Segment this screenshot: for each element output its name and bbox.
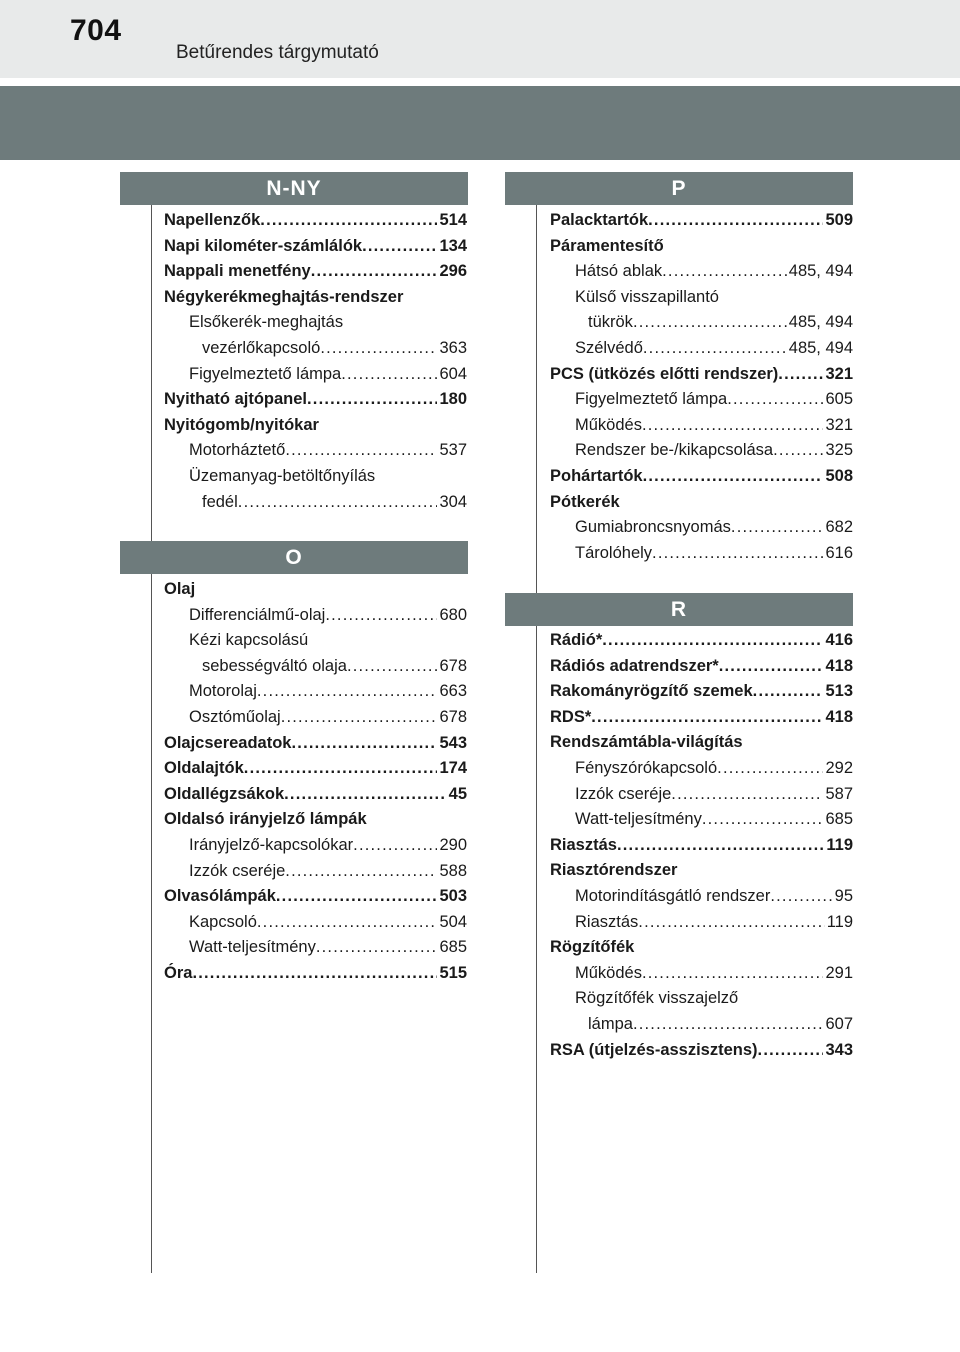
index-entry [550, 910, 853, 936]
section-heading-o: O [120, 541, 468, 574]
index-entry [550, 541, 853, 567]
index-entry [550, 705, 853, 731]
index-entry [164, 577, 467, 603]
dot-leader [325, 603, 437, 629]
index-entry-term: Kapcsoló [189, 912, 257, 931]
index-entry-term: Elsőkerék-meghajtás [189, 313, 344, 332]
page-number: 704 [70, 14, 122, 47]
index-entry [550, 756, 853, 782]
index-entry [164, 336, 467, 362]
index-entry-term: Tárolóhely [575, 543, 653, 562]
dot-leader [257, 910, 438, 936]
index-entry-term: Watt-teljesítmény [575, 810, 702, 829]
dot-leader [341, 362, 437, 388]
dot-leader [758, 1038, 824, 1064]
index-entry-page: 343 [825, 1040, 853, 1059]
index-entry-term: Motorindításgátló rendszer [575, 886, 771, 905]
index-entry [550, 515, 853, 541]
index-entry [550, 884, 853, 910]
index-entry-term: Oldallégzsákok [164, 784, 285, 803]
index-entry [164, 285, 467, 311]
index-entry-term: Óra [164, 963, 193, 982]
dot-leader [702, 807, 824, 833]
dot-leader [643, 464, 824, 490]
index-entry-term: Négykerékmeghajtás-rendszer [164, 287, 404, 306]
dot-leader [602, 628, 823, 654]
index-entry-page: 304 [439, 492, 467, 511]
index-entry [550, 362, 853, 388]
dot-leader [643, 336, 787, 362]
index-entry-page: 363 [439, 338, 467, 357]
index-entry-term: Oldalajtók [164, 759, 244, 778]
index-entry [164, 603, 467, 629]
index-entry [164, 438, 467, 464]
index-entry-term: Riasztás [575, 912, 639, 931]
index-entry-page: 95 [834, 886, 853, 905]
index-entry-term: Motorháztető [189, 441, 286, 460]
index-entry [164, 756, 467, 782]
dot-leader [316, 935, 438, 961]
dot-leader [638, 910, 824, 936]
index-entry-term: Irányjelző-kapcsolókar [189, 835, 354, 854]
index-entry-term: Napellenzők [164, 211, 261, 229]
index-entry-term: Olajcsereadatok [164, 733, 292, 752]
index-entry [164, 731, 467, 757]
index-entry-page: 678 [439, 656, 467, 675]
dot-leader [238, 490, 438, 516]
index-entry-page: 543 [439, 733, 467, 752]
index-entry-page: 321 [825, 364, 853, 383]
index-entry-term: Rendszer be-/kikapcsolása [575, 441, 774, 460]
index-entry-page: 325 [825, 441, 853, 460]
column-rule-right [536, 205, 537, 1273]
dot-leader [353, 833, 437, 859]
index-entry-page: 682 [825, 518, 853, 537]
index-entry-term: Külső visszapillantó [575, 287, 719, 306]
index-entry-page: 119 [826, 835, 853, 854]
dot-leader [284, 782, 447, 808]
index-entry-term: Olaj [164, 580, 196, 598]
index-entry-page: 663 [439, 682, 467, 701]
dot-leader [362, 234, 437, 260]
dot-leader [307, 387, 437, 413]
index-entry [550, 336, 853, 362]
index-entry-term: Működés [575, 963, 642, 982]
index-entry-page: 416 [825, 631, 853, 649]
index-entry-term: RDS* [550, 707, 592, 726]
index-entry-term: Napi kilométer-számlálók [164, 236, 363, 255]
index-entry [164, 705, 467, 731]
index-entry [550, 679, 853, 705]
index-entry [164, 935, 467, 961]
section-heading-r: R [505, 593, 853, 626]
index-entry [550, 234, 853, 260]
index-entry [164, 910, 467, 936]
index-entry-term: Palacktartók [550, 211, 649, 229]
index-entry-page: 514 [439, 211, 467, 229]
index-entry [550, 310, 853, 336]
index-entry-term: Szélvédő [575, 338, 643, 357]
index-entry-term: Nyitható ajtópanel [164, 390, 308, 409]
index-entry-term: Oldalsó irányjelző lámpák [164, 810, 367, 829]
section-p-entries [550, 208, 853, 566]
index-entry [164, 628, 467, 654]
index-entry-term: Rögzítőfék visszajelző [575, 989, 739, 1008]
index-entry [550, 1012, 853, 1038]
index-entry-term: Izzók cseréje [189, 861, 286, 880]
index-entry [550, 858, 853, 884]
index-entry [164, 413, 467, 439]
index-entry-term: Izzók cseréje [575, 784, 672, 803]
header-bar [0, 0, 960, 78]
index-entry-page: 685 [439, 938, 467, 957]
index-entry-page: 485, 494 [788, 338, 853, 357]
dot-leader [244, 756, 438, 782]
section-nny-entries [164, 208, 467, 515]
dot-leader [285, 859, 437, 885]
dot-leader [727, 387, 823, 413]
section-heading-p: P [505, 172, 853, 205]
dot-leader [292, 731, 438, 757]
index-entry-page: 296 [439, 262, 467, 281]
index-entry-page: 604 [439, 364, 467, 383]
dot-leader [778, 362, 823, 388]
index-entry-term: Kézi kapcsolású [189, 631, 309, 650]
dot-leader [642, 961, 824, 987]
index-entry [550, 986, 853, 1012]
index-entry-term: Differenciálmű-olaj [189, 605, 326, 624]
page-title: Betűrendes tárgymutató [176, 42, 379, 63]
index-entry [164, 362, 467, 388]
dot-leader [347, 654, 438, 680]
dot-leader [320, 336, 437, 362]
index-entry-term: PCS (ütközés előtti rendszer) [550, 364, 779, 383]
dot-leader [773, 438, 823, 464]
index-entry-page: 607 [825, 1014, 853, 1033]
index-entry-term: Rendszámtábla-világítás [550, 733, 743, 752]
index-entry [550, 935, 853, 961]
index-entry-term: Motorolaj [189, 682, 257, 701]
index-entry [550, 628, 853, 654]
dot-leader [281, 705, 438, 731]
index-entry [164, 208, 467, 234]
dot-leader [192, 961, 437, 987]
index-entry [550, 208, 853, 234]
index-entry [550, 807, 853, 833]
dot-leader [662, 259, 787, 285]
dot-leader [633, 310, 787, 336]
index-entry-term: Riasztás [550, 835, 617, 854]
index-entry-term: Osztóműolaj [189, 707, 281, 726]
index-entry-term: tükrök [588, 313, 633, 332]
index-entry [550, 387, 853, 413]
header-band [0, 86, 960, 160]
dot-leader [717, 756, 823, 782]
index-entry-page: 180 [439, 390, 467, 409]
index-entry-term: Nyitógomb/nyitókar [164, 415, 319, 434]
index-entry-term: Páramentesítő [550, 236, 664, 255]
index-entry-page: 290 [439, 835, 467, 854]
index-entry-term: Watt-teljesítmény [189, 938, 316, 957]
index-entry-page: 174 [439, 759, 467, 778]
index-entry [164, 961, 467, 987]
index-entry-term: lámpa [588, 1014, 633, 1033]
dot-leader [648, 208, 823, 234]
index-entry-term: Rádiós adatrendszer* [550, 656, 719, 675]
index-entry-term: Rögzítőfék [550, 938, 635, 957]
section-heading-nny: N-NY [120, 172, 468, 205]
index-entry [550, 654, 853, 680]
index-entry-page: 537 [439, 441, 467, 460]
index-entry [550, 833, 853, 859]
index-entry-term: Olvasólámpák [164, 887, 276, 906]
index-entry-page: 485, 494 [788, 262, 853, 281]
index-entry-term: Figyelmeztető lámpa [575, 390, 728, 409]
index-entry [164, 310, 467, 336]
index-entry-term: RSA (útjelzés-asszisztens) [550, 1040, 758, 1059]
index-entry [164, 490, 467, 516]
index-entry [550, 490, 853, 516]
index-entry-term: sebességváltó olaja [202, 656, 347, 675]
index-entry [550, 464, 853, 490]
index-entry-term: Pótkerék [550, 492, 620, 511]
index-entry [550, 1038, 853, 1064]
dot-leader [276, 884, 438, 910]
index-entry-page: 588 [439, 861, 467, 880]
section-r-entries [550, 628, 853, 1063]
dot-leader [591, 705, 823, 731]
dot-leader [260, 208, 437, 234]
dot-leader [719, 654, 824, 680]
index-entry [164, 387, 467, 413]
index-entry [164, 859, 467, 885]
dot-leader [311, 259, 438, 285]
index-entry-page: 504 [439, 912, 467, 931]
index-entry-page: 508 [825, 466, 853, 485]
index-entry-page: 685 [825, 810, 853, 829]
dot-leader [633, 1012, 824, 1038]
index-entry [164, 259, 467, 285]
index-entry-page: 509 [825, 211, 853, 229]
column-rule-left [151, 205, 152, 1273]
index-entry-term: Fényszórókapcsoló [575, 758, 718, 777]
index-entry-term: Rakományrögzítő szemek [550, 682, 753, 701]
index-entry-term: Működés [575, 415, 642, 434]
index-entry [550, 259, 853, 285]
index-entry [164, 654, 467, 680]
index-entry-term: Üzemanyag-betöltőnyílás [189, 466, 376, 485]
index-entry-page: 418 [825, 656, 853, 675]
dot-leader [770, 884, 832, 910]
index-entry [550, 782, 853, 808]
index-entry-term: Gumiabroncsnyomás [575, 518, 731, 537]
section-o-entries [164, 577, 467, 987]
dot-leader [617, 833, 824, 859]
index-entry-page: 605 [825, 390, 853, 409]
dot-leader [257, 679, 438, 705]
index-entry [550, 285, 853, 311]
index-entry-page: 418 [825, 707, 853, 726]
index-entry [164, 884, 467, 910]
index-entry [550, 413, 853, 439]
index-entry-page: 292 [825, 758, 853, 777]
index-entry-page: 321 [825, 415, 853, 434]
index-entry-page: 616 [825, 543, 853, 562]
index-entry-term: vezérlőkapcsoló [202, 338, 321, 357]
index-entry-page: 291 [825, 963, 853, 982]
index-entry [164, 234, 467, 260]
index-entry-page: 485, 494 [788, 313, 853, 332]
index-entry [164, 679, 467, 705]
dot-leader [652, 541, 823, 567]
dot-leader [731, 515, 824, 541]
index-entry-term: Rádió* [550, 631, 603, 649]
dot-leader [642, 413, 824, 439]
index-entry-page: 515 [439, 963, 467, 982]
index-entry [550, 961, 853, 987]
index-entry-page: 587 [825, 784, 853, 803]
index-entry [550, 730, 853, 756]
index-entry [164, 464, 467, 490]
index-entry-page: 678 [439, 707, 467, 726]
index-entry [164, 833, 467, 859]
index-entry [550, 438, 853, 464]
index-entry-term: Riasztórendszer [550, 861, 678, 880]
index-entry-term: Hátsó ablak [575, 262, 663, 281]
dot-leader [671, 782, 823, 808]
index-entry-page: 119 [826, 912, 853, 931]
index-entry [164, 782, 467, 808]
index-entry [164, 807, 467, 833]
index-entry-page: 513 [825, 682, 853, 701]
dot-leader [753, 679, 824, 705]
index-entry-page: 134 [439, 236, 467, 255]
dot-leader [285, 438, 437, 464]
index-entry-page: 680 [439, 605, 467, 624]
index-entry-term: Pohártartók [550, 466, 643, 485]
index-entry-term: Nappali menetfény [164, 262, 311, 281]
index-entry-page: 503 [439, 887, 467, 906]
index-entry-term: fedél [202, 492, 238, 511]
index-entry-term: Figyelmeztető lámpa [189, 364, 342, 383]
index-entry-page: 45 [448, 784, 467, 803]
